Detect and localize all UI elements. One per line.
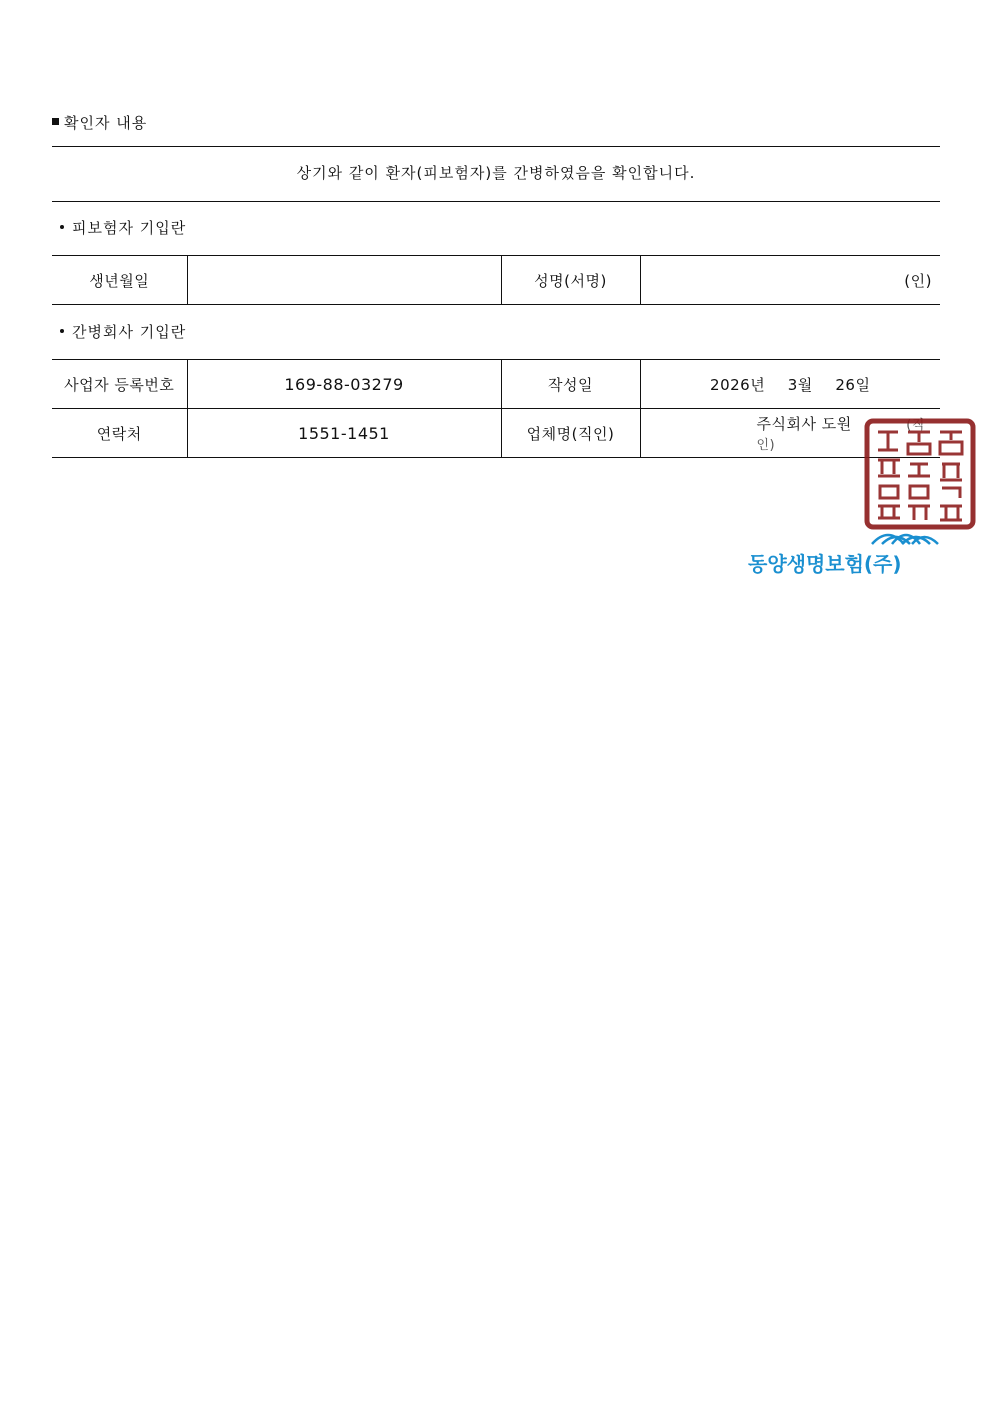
insured-table — [52, 255, 940, 305]
company-heading-text: 간병회사 기입란 — [72, 323, 187, 341]
reg-number-value: 169-88-03279 — [187, 360, 501, 409]
bullet-icon — [60, 225, 64, 229]
insured-heading-text: 피보험자 기입란 — [72, 219, 187, 237]
insurer-logo-text: 동양생명보험(주) — [748, 552, 902, 576]
table-row — [52, 256, 940, 305]
date-month: 3월 — [787, 375, 813, 394]
square-bullet-icon — [52, 118, 59, 125]
section-heading — [52, 112, 147, 133]
table-row — [52, 409, 940, 458]
birth-label: 생년월일 — [52, 256, 187, 305]
table-row — [52, 360, 940, 409]
divider — [52, 146, 940, 147]
company-name-label: 업체명(직인) — [501, 409, 640, 458]
reg-number-label: 사업자 등록번호 — [52, 360, 187, 409]
name-signature-field[interactable]: (인) — [640, 256, 940, 305]
divider — [52, 201, 940, 202]
date-day: 26일 — [835, 375, 871, 394]
seal-mark-text: (직인) — [756, 418, 925, 453]
bullet-icon — [60, 329, 64, 333]
date-year: 2026년 — [710, 375, 766, 394]
contact-value: 1551-1451 — [187, 409, 501, 458]
section-title: 확인자 내용 — [64, 114, 148, 132]
name-label: 성명(서명) — [501, 256, 640, 305]
company-table — [52, 359, 940, 458]
logo-wave-icon — [868, 524, 940, 546]
confirmation-statement: 상기와 같이 환자(피보험자)를 간병하였음을 확인합니다. — [296, 164, 696, 182]
birth-field[interactable] — [187, 256, 501, 305]
company-heading — [60, 321, 186, 342]
company-name-text: 주식회사 도원 — [756, 415, 852, 433]
date-label: 작성일 — [501, 360, 640, 409]
date-value — [640, 360, 940, 409]
contact-label: 연락처 — [52, 409, 187, 458]
insured-heading — [60, 217, 186, 238]
company-seal-stamp — [864, 418, 976, 530]
